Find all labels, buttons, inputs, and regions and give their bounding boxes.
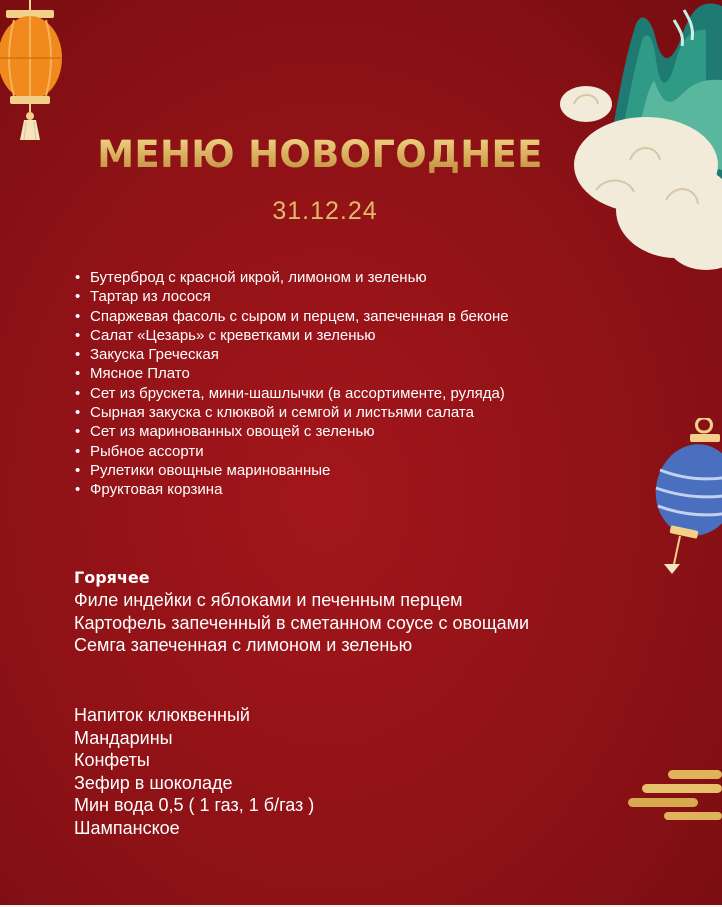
- hot-dishes-heading: Горячее: [74, 568, 150, 587]
- list-item: • Салат «Цезарь» с креветками и зеленью: [74, 326, 509, 345]
- list-item: Мандарины: [74, 727, 173, 748]
- list-item: • Спаржевая фасоль с сыром и перцем, запеченная в беконе: [74, 307, 509, 326]
- list-item: Зефир в шоколаде: [74, 772, 233, 793]
- orange-lantern-icon: [0, 0, 70, 145]
- hot-dishes-section: [74, 567, 529, 657]
- list-item: • Рыбное ассорти: [74, 442, 509, 461]
- list-item: Филе индейки с яблоками и печенным перцем: [74, 590, 463, 610]
- drinks-desserts-section: [74, 704, 314, 839]
- list-item: Картофель запеченный в сметанном соусе с овощами: [74, 612, 530, 633]
- list-item: • Сет из маринованных овощей с зеленью: [74, 422, 509, 441]
- list-item: • Рулетики овощные маринованные: [74, 461, 509, 480]
- page-title: МЕНЮ НОВОГОДНЕЕ: [0, 133, 640, 176]
- list-item: • Тартар из лосося: [74, 287, 509, 306]
- list-item: Мин вода 0,5 ( 1 газ, 1 б/газ ): [74, 795, 315, 815]
- blue-lantern-icon: [650, 418, 722, 574]
- list-item: Семга запеченная с лимоном и зеленью: [74, 635, 413, 655]
- list-item: • Сырная закуска с клюквой и семгой и листьями салата: [74, 403, 509, 422]
- menu-date: 31.12.24: [272, 197, 378, 225]
- list-item: • Бутерброд с красной икрой, лимоном и зеленью: [74, 268, 509, 287]
- list-item: • Фруктовая корзина: [74, 480, 509, 499]
- list-item: Напиток клюквенный: [74, 705, 250, 725]
- list-item: • Мясное Плато: [74, 364, 509, 383]
- list-item: • Закуска Греческая: [74, 345, 509, 364]
- list-item: Конфеты: [74, 750, 150, 770]
- list-item: Шампанское: [74, 817, 180, 838]
- list-item: • Сет из брускета, мини-шашлычки (в ассортименте, руляда): [74, 384, 509, 403]
- starters-list: [74, 268, 509, 500]
- gold-cloud-decoration: [624, 768, 722, 824]
